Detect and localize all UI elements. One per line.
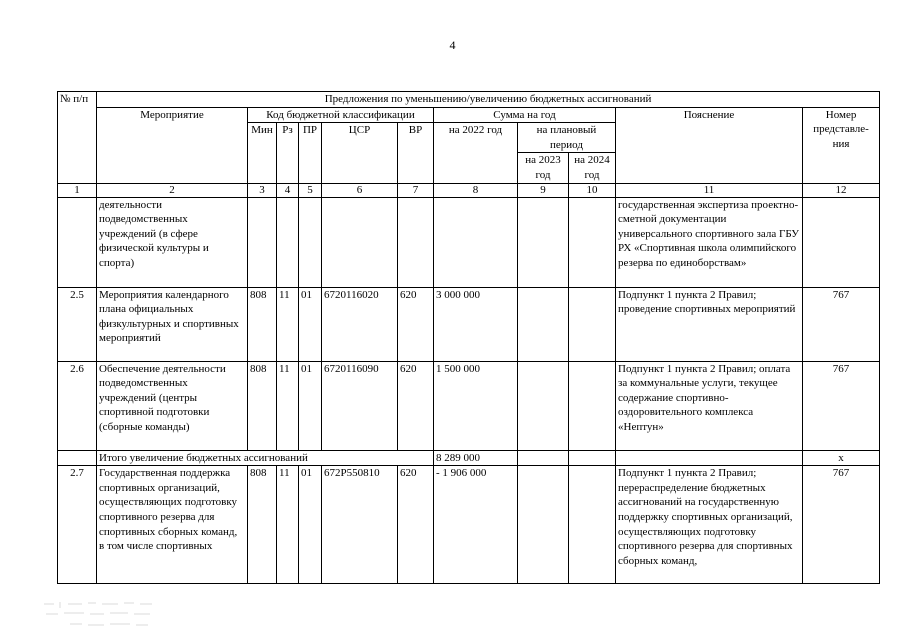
column-number: 9 (518, 183, 569, 197)
row-sum-2023 (518, 287, 569, 361)
table-row (58, 361, 880, 450)
column-number: 7 (398, 183, 434, 197)
row-csr: 672Р550810 (322, 466, 398, 584)
header-year-2024: на 2024 год (569, 153, 616, 183)
row-num (58, 197, 97, 287)
total-mark: x (803, 450, 880, 466)
row-vr: 620 (398, 466, 434, 584)
header-proposals: Предложения по уменьшению/увеличению бюджетных ассигнований (97, 92, 880, 108)
row-csr: 6720116020 (322, 287, 398, 361)
row-sum-2023 (518, 361, 569, 450)
row-num: 2.5 (58, 287, 97, 361)
row-rz (277, 197, 299, 287)
row-min (248, 197, 277, 287)
column-number: 11 (616, 183, 803, 197)
header-row-1 (58, 92, 880, 108)
column-number: 2 (97, 183, 248, 197)
row-vr (398, 197, 434, 287)
column-number: 8 (434, 183, 518, 197)
faded-stamp-mark (40, 598, 160, 632)
row-event: Мероприятия календарного плана официальных физкультурных и спортивных мероприятий (97, 287, 248, 361)
header-plan-period: на плановый период (518, 123, 616, 153)
row-sum-2024 (569, 466, 616, 584)
budget-table (57, 91, 880, 584)
row-vr: 620 (398, 287, 434, 361)
row-event: Государственная поддержка спортивных организаций, осуществляющих подготовку спортивного резерва для спортивных сборных команд, в том числе спортивных (97, 466, 248, 584)
row-submission: 767 (803, 361, 880, 450)
column-number: 10 (569, 183, 616, 197)
table-row (58, 466, 880, 584)
row-pr: 01 (299, 287, 322, 361)
row-sum-2023 (518, 197, 569, 287)
row-rz: 11 (277, 361, 299, 450)
row-sum-2022: 3 000 000 (434, 287, 518, 361)
header-year-2022: на 2022 год (434, 123, 518, 183)
total-empty-cell (518, 450, 569, 466)
row-rz: 11 (277, 466, 299, 584)
row-submission (803, 197, 880, 287)
row-sum-2024 (569, 197, 616, 287)
total-row (58, 450, 880, 466)
row-vr: 620 (398, 361, 434, 450)
header-rz: Рз (277, 123, 299, 183)
row-pr: 01 (299, 361, 322, 450)
row-sum-2024 (569, 361, 616, 450)
total-empty-cell (569, 450, 616, 466)
row-explanation: государственная экспертиза проектно-сметной документации универсального спортивного зала ГБУ РХ «Спортивная школа олимпийского резерва по единоборствам» (616, 197, 803, 287)
row-sum-2022: - 1 906 000 (434, 466, 518, 584)
row-csr (322, 197, 398, 287)
column-number: 3 (248, 183, 277, 197)
page-number: 4 (449, 38, 456, 52)
row-rz: 11 (277, 287, 299, 361)
row-event: Обеспечение деятельности подведомственных учреждений (центры спортивной подготовки (сборные команды) (97, 361, 248, 450)
row-event: деятельности подведомственных учреждений (в сфере физической культуры и спорта) (97, 197, 248, 287)
header-vr: ВР (398, 123, 434, 183)
row-min: 808 (248, 466, 277, 584)
header-pr: ПР (299, 123, 322, 183)
row-explanation: Подпункт 1 пункта 2 Правил; оплата за коммунальные услуги, текущее содержание спортивно-оздоровительного комплекса «Нептун» (616, 361, 803, 450)
total-empty-cell (616, 450, 803, 466)
column-number: 12 (803, 183, 880, 197)
total-sum-2022: 8 289 000 (434, 450, 518, 466)
row-sum-2024 (569, 287, 616, 361)
row-csr: 6720116090 (322, 361, 398, 450)
header-event: Мероприятие (97, 107, 248, 183)
row-pr: 01 (299, 466, 322, 584)
header-row-2 (58, 107, 880, 123)
header-year-2023: на 2023 год (518, 153, 569, 183)
total-empty-cell (58, 450, 97, 466)
table-row (58, 287, 880, 361)
column-number-row (58, 183, 880, 197)
table-row (58, 197, 880, 287)
row-explanation: Подпункт 1 пункта 2 Правил; проведение спортивных мероприятий (616, 287, 803, 361)
header-budget-code: Код бюджетной классификации (248, 107, 434, 123)
row-min: 808 (248, 361, 277, 450)
column-number: 5 (299, 183, 322, 197)
row-sum-2023 (518, 466, 569, 584)
row-num: 2.6 (58, 361, 97, 450)
column-number: 1 (58, 183, 97, 197)
header-csr: ЦСР (322, 123, 398, 183)
row-sum-2022 (434, 197, 518, 287)
row-submission: 767 (803, 287, 880, 361)
column-number: 6 (322, 183, 398, 197)
row-num: 2.7 (58, 466, 97, 584)
column-number: 4 (277, 183, 299, 197)
header-sum-year: Сумма на год (434, 107, 616, 123)
header-min: Мин (248, 123, 277, 183)
total-label: Итого увеличение бюджетных ассигнований (97, 450, 434, 466)
row-min: 808 (248, 287, 277, 361)
header-col-num: № п/п (58, 92, 97, 184)
row-sum-2022: 1 500 000 (434, 361, 518, 450)
row-explanation: Подпункт 1 пункта 2 Правил; перераспределение бюджетных ассигнований на государственную поддержку спортивных организаций, осуществляющих подготовку спортивного резерва для спортивных сборных команд, (616, 466, 803, 584)
header-submission-number: Номер представле-ния (803, 107, 880, 183)
row-submission: 767 (803, 466, 880, 584)
row-pr (299, 197, 322, 287)
header-explanation: Пояснение (616, 107, 803, 183)
